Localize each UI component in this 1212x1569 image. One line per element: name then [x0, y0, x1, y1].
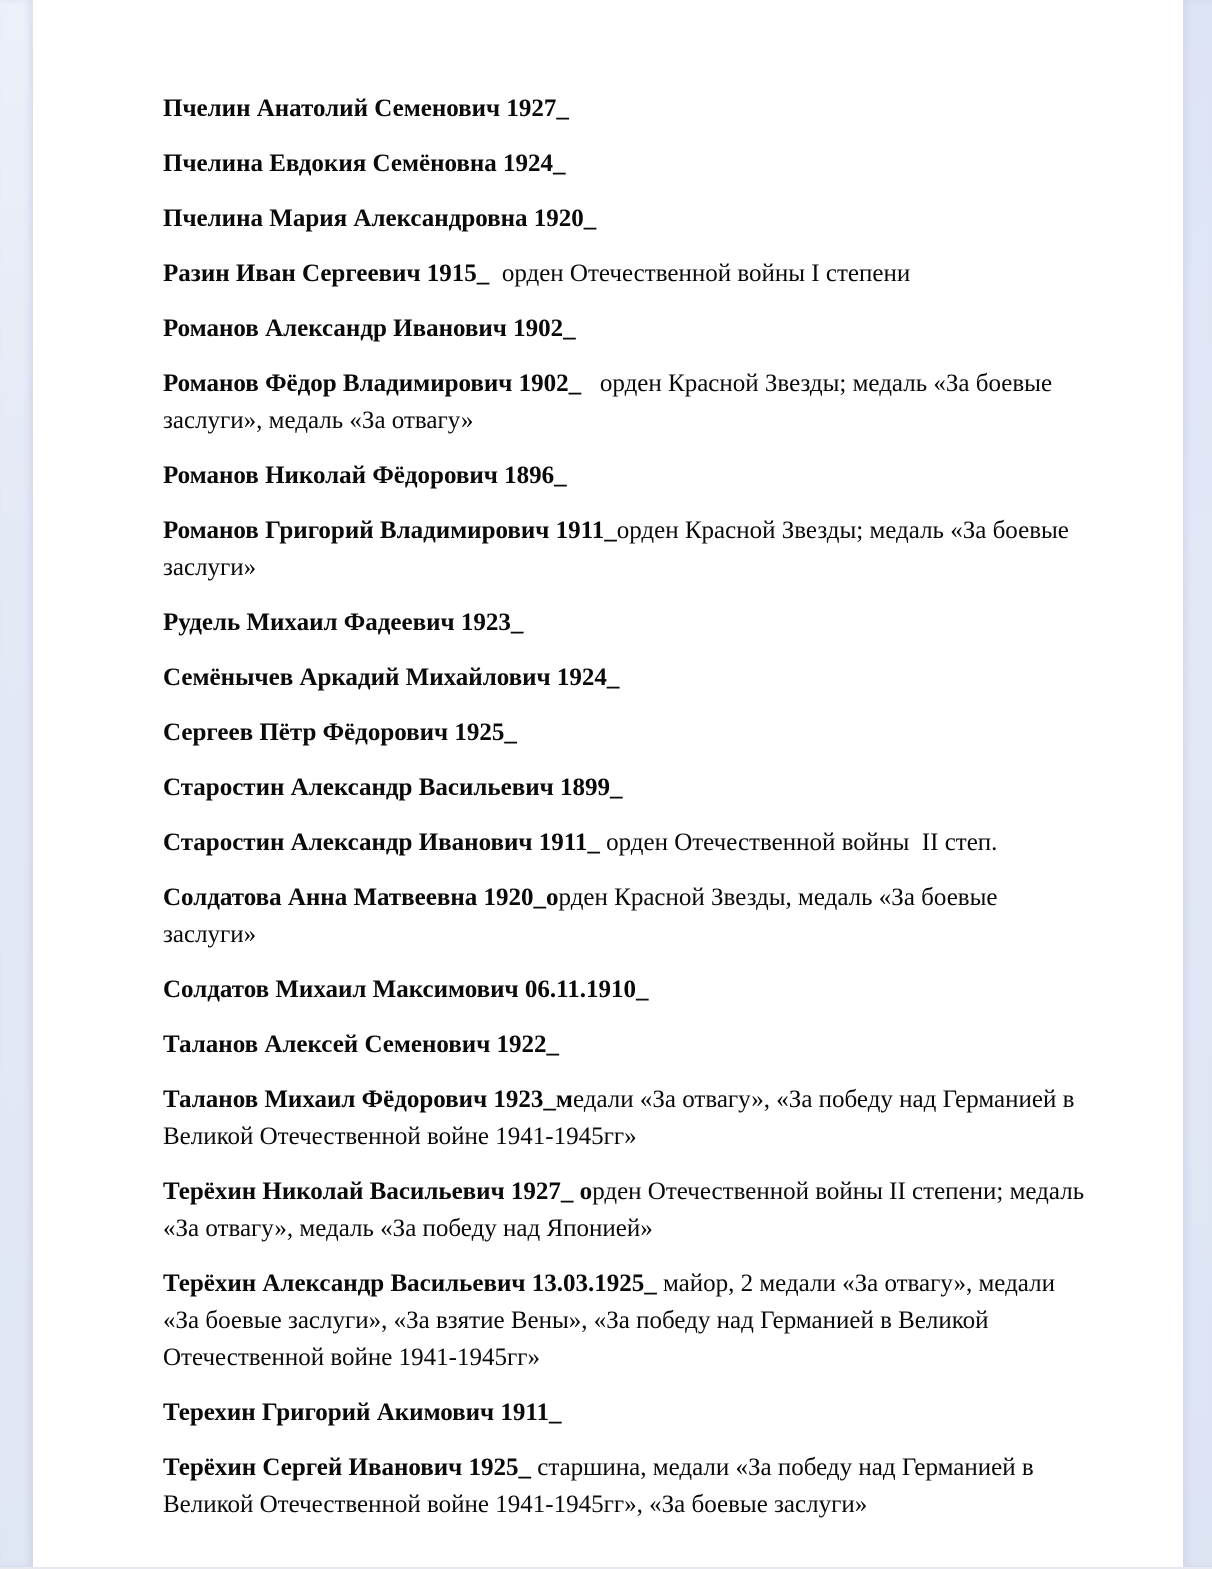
veteran-entry [163, 659, 1095, 696]
veteran-name: Терёхин Николай Васильевич 1927_ о [163, 1178, 593, 1205]
veteran-entry [163, 200, 1095, 237]
veteran-awards: орден Красной Звезды; медаль «За боевые заслуги», медаль «За отвагу» [163, 370, 1059, 434]
veteran-awards: едали «За отвагу», «За победу над Германией в Великой Отечественной войне 1941-1945гг» [163, 1086, 1081, 1150]
veteran-name: Пчелина Евдокия Семёновна 1924_ [163, 150, 566, 177]
veteran-name: Сергеев Пётр Фёдорович 1925_ [163, 719, 517, 746]
veteran-name: Терёхин Сергей Иванович 1925_ [163, 1454, 531, 1481]
veteran-name: Терёхин Александр Васильевич 13.03.1925_ [163, 1270, 657, 1297]
veteran-name: Пчелин Анатолий Семенович 1927_ [163, 95, 569, 122]
veteran-entry [163, 1394, 1095, 1431]
veteran-entry [163, 1026, 1095, 1063]
veteran-name: Старостин Александр Васильевич 1899_ [163, 774, 623, 801]
veteran-name: Романов Александр Иванович 1902_ [163, 315, 576, 342]
veteran-awards: орден Отечественной войны II степ. [599, 829, 998, 856]
veterans-list [33, 0, 1095, 1523]
veteran-name: Романов Николай Фёдорович 1896_ [163, 462, 567, 489]
veteran-name: Старостин Александр Иванович 1911_ [163, 829, 600, 856]
veteran-awards: старшина, медали «За победу над Германией в Великой Отечественной войне 1941-1945гг», «За боевые заслуги» [163, 1454, 1040, 1518]
veteran-entry [163, 512, 1095, 586]
veteran-entry [163, 714, 1095, 751]
veteran-awards: рден Отечественной войны II степени; медаль «За отвагу», медаль «За победу над Японией» [163, 1178, 1091, 1242]
veteran-entry [163, 1173, 1095, 1247]
veteran-name: Солдатова Анна Матвеевна 1920_о [163, 884, 559, 911]
veteran-awards: майор, 2 медали «За отвагу», медали «За боевые заслуги», «За взятие Вены», «За победу над Германией в Великой Отечественной войне 1941-1945гг» [163, 1270, 1062, 1371]
veteran-entry [163, 1265, 1095, 1376]
veteran-entry [163, 604, 1095, 641]
veteran-entry [163, 1081, 1095, 1155]
veteran-awards: рден Красной Звезды, медаль «За боевые заслуги» [163, 884, 1004, 948]
veteran-entry [163, 971, 1095, 1008]
veteran-entry [163, 769, 1095, 806]
veteran-entry [163, 90, 1095, 127]
veteran-entry [163, 310, 1095, 347]
right-margin-strip [1183, 0, 1212, 1567]
veteran-awards: орден Красной Звезды; медаль «За боевые заслуги» [163, 517, 1076, 581]
veteran-name: Таланов Алексей Семенович 1922_ [163, 1031, 560, 1058]
veteran-name: Рудель Михаил Фадеевич 1923_ [163, 609, 524, 636]
veteran-entry [163, 457, 1095, 494]
veteran-name: Таланов Михаил Фёдорович 1923_м [163, 1086, 573, 1113]
veteran-entry [163, 145, 1095, 182]
left-margin-strip [0, 0, 33, 1567]
veteran-name: Солдатов Михаил Максимович 06.11.1910_ [163, 976, 649, 1003]
veteran-entry [163, 365, 1095, 439]
document-page [33, 0, 1183, 1567]
veteran-entry [163, 255, 1095, 292]
veteran-name: Терехин Григорий Акимович 1911_ [163, 1399, 562, 1426]
veteran-name: Разин Иван Сергеевич 1915_ [163, 260, 490, 287]
veteran-name: Романов Григорий Владимирович 1911_ [163, 517, 617, 544]
veteran-entry [163, 879, 1095, 953]
veteran-name: Романов Фёдор Владимирович 1902_ [163, 370, 582, 397]
veteran-awards: орден Отечественной войны I степени [489, 260, 911, 287]
veteran-name: Пчелина Мария Александровна 1920_ [163, 205, 597, 232]
veteran-entry [163, 1449, 1095, 1523]
veteran-name: Семёнычев Аркадий Михайлович 1924_ [163, 664, 620, 691]
veteran-entry [163, 824, 1095, 861]
